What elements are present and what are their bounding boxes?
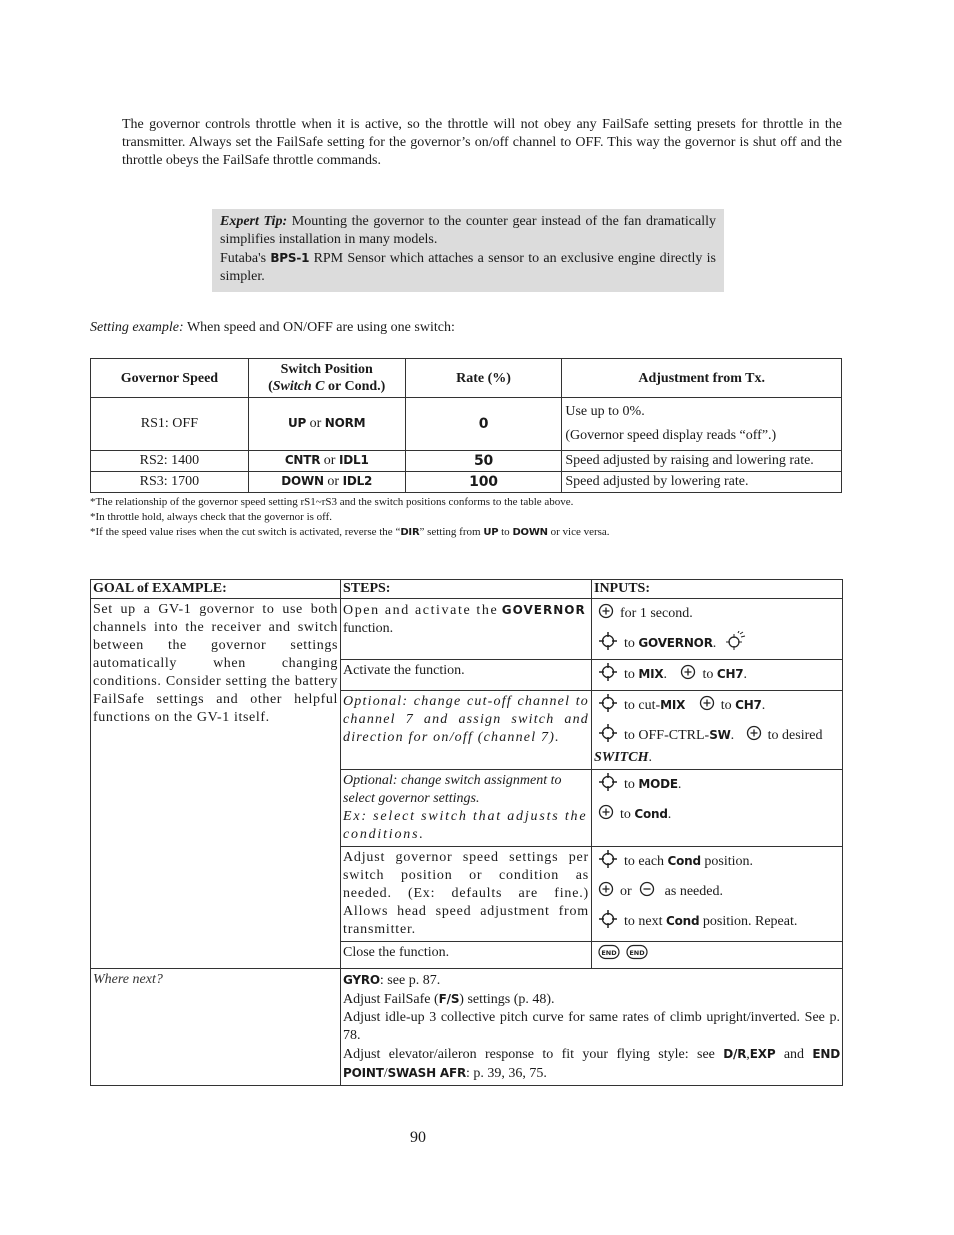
adjust-cell: Use up to 0%. (Governor speed display reads “off”.) <box>562 398 842 451</box>
adjust-cell: Speed adjusted by lowering rate. <box>562 472 842 493</box>
step-close: Close the function. <box>341 942 592 969</box>
svg-text:END: END <box>629 949 645 957</box>
step-adjust: Adjust governor speed settings per switch position or condition as needed. (Ex: defaults are fine.) Allows head speed adjustment from transmitter. <box>341 847 592 942</box>
dial-icon <box>598 723 618 749</box>
expert-tip-line2 <box>220 249 716 286</box>
step-open: Open and activate the GOVERNOR function. <box>341 599 592 660</box>
input-close <box>592 942 843 969</box>
rate-cell: 0 <box>405 398 562 451</box>
input-switch-assign: to MODE. to Cond. <box>592 770 843 847</box>
header-adjustment: Adjustment from Tx. <box>562 359 842 398</box>
table-row <box>91 472 842 493</box>
header-inputs: INPUTS: <box>592 580 843 599</box>
rate-cell: 50 <box>405 451 562 472</box>
speed-cell: RS3: 1700 <box>91 472 249 493</box>
end-button-icon <box>598 944 620 966</box>
expert-tip-label: Expert Tip: <box>220 214 288 229</box>
dial-icon <box>598 849 618 875</box>
governor-speed-table <box>90 358 842 493</box>
plus-button-icon <box>699 695 715 717</box>
plus-button-icon <box>598 881 614 903</box>
input-activate: to MIX. to CH7. <box>592 660 843 691</box>
footnote-1: *The relationship of the governor speed setting rS1~rS3 and the switch positions conforms to the table above. <box>90 496 574 508</box>
dial-pressed-icon <box>724 631 746 657</box>
input-open: for 1 second. to GOVERNOR. <box>592 599 843 660</box>
plus-button-icon <box>680 664 696 686</box>
table-row <box>91 969 843 1086</box>
speed-cell: RS1: OFF <box>91 398 249 451</box>
input-cutoff: to cut-MIX to CH7. to OFF-CTRL-SW. to desired SWITCH. <box>592 691 843 770</box>
header-goal: GOAL of EXAMPLE: <box>91 580 341 599</box>
header-switch-position: Switch Position (Switch C or Cond.) <box>248 359 405 398</box>
svg-text:END: END <box>601 949 617 957</box>
page-number: 90 <box>410 1129 426 1146</box>
where-next-content: GYRO: see p. 87. Adjust FailSafe (F/S) settings (p. 48). Adjust idle-up 3 collective pitch curve for same rates of climb upright/inverted. See p. 78. Adjust elevator/aileron response to fit your flying style: see D/R,EXP and END POINT/SWASH AFR: p. 39, 36, 75. <box>341 969 843 1086</box>
table-header-row <box>91 359 842 398</box>
tip-rest: RPM Sensor which attaches a sensor to an exclusive engine directly is simpler. <box>220 251 716 284</box>
step-activate: Activate the function. <box>341 660 592 691</box>
header-governor-speed: Governor Speed <box>91 359 249 398</box>
end-button-icon <box>626 944 648 966</box>
switch-cell: UP or NORM <box>248 398 405 451</box>
bps-1-keyword: BPS-1 <box>270 251 310 265</box>
switch-cell: CNTR or IDL1 <box>248 451 405 472</box>
expert-tip-text: Mounting the governor to the counter gear instead of the fan dramatically simplifies installation in many models. <box>220 214 716 247</box>
setting-text: When speed and ON/OFF are using one switch: <box>186 320 455 335</box>
footnote-2: *In throttle hold, always check that the governor is off. <box>90 511 333 523</box>
table-row <box>91 398 842 451</box>
expert-tip-line1 <box>220 213 716 249</box>
table-row <box>91 599 843 660</box>
tip-prefix: Futaba's <box>220 251 267 266</box>
plus-button-icon <box>598 804 614 826</box>
speed-cell: RS2: 1400 <box>91 451 249 472</box>
table-header-row <box>91 580 843 599</box>
dial-icon <box>598 631 618 657</box>
footnote-3: *If the speed value rises when the cut switch is activated, reverse the “DIR” setting from UP to DOWN or vice versa. <box>90 526 610 538</box>
plus-button-icon <box>746 725 762 747</box>
where-next-label: Where next? <box>91 969 341 1086</box>
goal-cell: Set up a GV-1 governor to use both channels into the receiver and switch between the governor settings automatically when changing conditions. Consider setting the battery FailSafe settings and other helpful functions on the GV-1 itself. <box>91 599 341 969</box>
adjust-cell: Speed adjusted by raising and lowering rate. <box>562 451 842 472</box>
step-cutoff: Optional: change cut-off channel to channel 7 and assign switch and direction for on/off (channel 7). <box>341 691 592 770</box>
example-table <box>90 579 843 1086</box>
setting-label: Setting example: <box>90 320 184 335</box>
input-adjust: to each Cond position. or as needed. to next Cond position. Repeat. <box>592 847 843 942</box>
plus-button-icon <box>598 603 614 625</box>
switch-cell: DOWN or IDL2 <box>248 472 405 493</box>
dial-icon <box>598 909 618 935</box>
header-steps: STEPS: <box>341 580 592 599</box>
setting-example <box>90 320 455 336</box>
step-switch-assign: Optional: change switch assignment to select governor settings. Ex: select switch that adjusts the conditions. <box>341 770 592 847</box>
rate-cell: 100 <box>405 472 562 493</box>
table-row <box>91 451 842 472</box>
dial-icon <box>598 693 618 719</box>
minus-button-icon <box>639 881 655 903</box>
header-rate: Rate (%) <box>405 359 562 398</box>
expert-tip-box <box>212 209 724 292</box>
dial-icon <box>598 772 618 798</box>
footnotes <box>90 495 610 540</box>
intro-paragraph: The governor controls throttle when it is active, so the throttle will not obey any FailSafe setting presets for throttle in the transmitter. Always set the FailSafe setting for the governor’s on/off channel to OFF. This way the governor is shut off and the throttle obeys the FailSafe throttle commands. <box>122 117 842 168</box>
dial-icon <box>598 662 618 688</box>
